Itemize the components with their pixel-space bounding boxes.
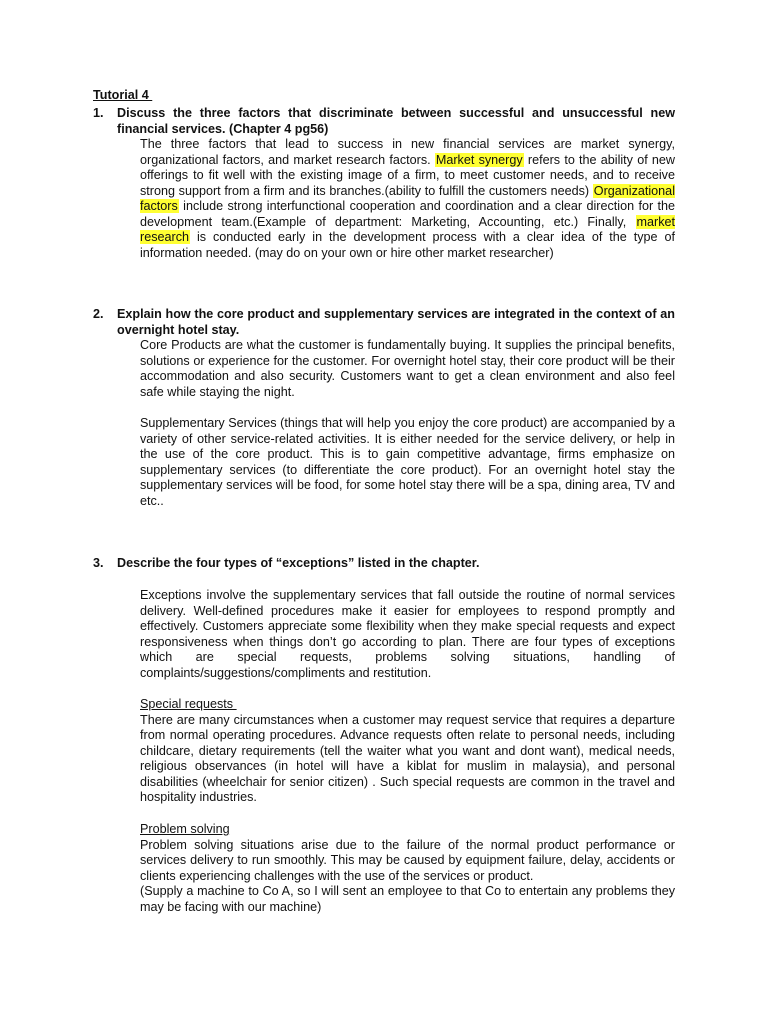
problem-solving-heading: Problem solving (140, 822, 230, 836)
answer-2 (140, 338, 675, 400)
supplementary-services-paragraph: Supplementary Services (things that will help you enjoy the core product) are accompanied by a variety of other service-related activities. It is either needed for the service delivery, or help in the use of the core product. This is to gain competitive advantage, firms emphasize on supplementary services (to differentiate the core product). For an overnight hotel stay the supplementary services will be food, for some hotel stay there will be a spa, dining area, TV and etc.. (140, 416, 675, 508)
answer-text: refers to the ability of new offerings to fit well with the existing image of a firm, to meet customer needs, and to receive strong support from a firm and its branches.(ability to fulfill the customers needs) (140, 152, 676, 198)
core-product-paragraph: Core Products are what the customer is fundamentally buying. It supplies the principal benefits, solutions or experience for the customer. For overnight hotel stay, their core product will be their accommodation and also security. Customers want to get a clean environment and also feel safe while staying the night. (140, 338, 675, 399)
answer-1 (140, 137, 675, 261)
exceptions-intro (140, 588, 675, 681)
question-2 (93, 307, 675, 338)
special-requests-paragraph: There are many circumstances when a customer may request service that requires a departure from normal operating procedures. Advance requests often relate to personal needs, including childcare, dietary requirements (tell the waiter what you want and dont want), medical needs, religious observances (in hotel will have a kiblat for muslim in malaysia), and personal disabilities (wheelchair for senior citizen) . Such special requests are common in the travel and hospitality industries. (140, 712, 675, 804)
question-number: 2. (93, 307, 104, 321)
problem-solving-paragraph: Problem solving situations arise due to the failure of the normal product performance or services delivery to run smoothly. This may be caused by equipment failure, delay, accidents or clients experiencing challenges with the use of the services or product. (140, 837, 675, 883)
highlight-market-synergy: Market synergy (435, 152, 523, 167)
problem-solving-example: (Supply a machine to Co A, so I will sent an employee to that Co to entertain any problems they may be facing with our machine) (140, 884, 675, 914)
answer-paragraph (140, 137, 675, 261)
highlight-market-research: market research (140, 214, 676, 244)
question-text: Explain how the core product and supplementary services are integrated in the context of an overnight hotel stay. (117, 307, 675, 337)
special-requests-heading: Special requests (140, 697, 237, 711)
question-3 (93, 556, 675, 572)
question-number: 1. (93, 106, 104, 120)
answer-2-supplementary (140, 416, 675, 509)
question-text: Describe the four types of “exceptions” listed in the chapter. (117, 556, 480, 570)
highlight-organizational-factors: Organizational factors (140, 183, 675, 213)
question-1 (93, 106, 675, 137)
answer-text: The three factors that lead to success in new financial services are market synergy, organizational factors, and market research factors. (140, 137, 675, 167)
answer-text: is conducted early in the development process with a clear idea of the type of information needed. (may do on your own or hire other market researcher) (140, 230, 676, 260)
special-requests-section (140, 697, 675, 806)
exceptions-paragraph: Exceptions involve the supplementary services that fall outside the routine of normal services delivery. Well-defined procedures make it easier for employees to respond promptly and effectively. Customers appreciate some flexibility when they make special requests and expect responsiveness when things don’t go according to plan. There are four types of exceptions which are special requests, problems solving situations, handling of complaints/suggestions/compliments and restitution. (140, 588, 675, 680)
answer-text: include strong interfunctional cooperation and coordination and a clear direction for the development team.(Example of department: Marketing, Accounting, etc.) Finally, (140, 199, 676, 229)
question-number: 3. (93, 556, 104, 570)
problem-solving-section (140, 822, 675, 915)
document-title: Tutorial 4 (93, 88, 153, 102)
question-text: Discuss the three factors that discriminate between successful and unsuccessful new financial services. (Chapter 4 pg56) (117, 106, 675, 136)
